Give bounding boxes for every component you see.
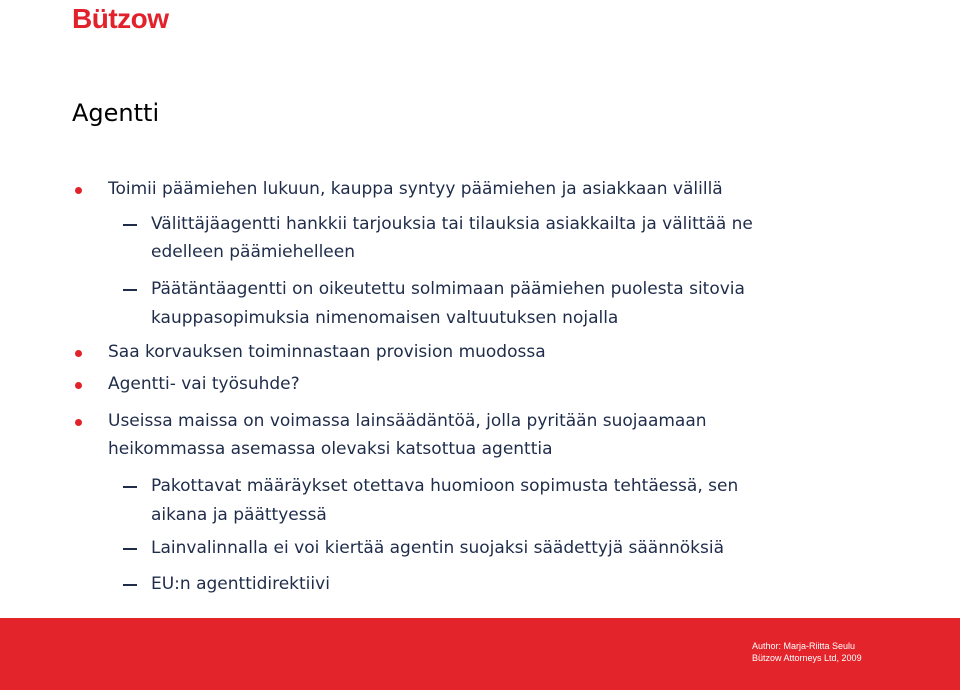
dash-icon (123, 548, 137, 550)
bullet-icon (75, 419, 82, 426)
dash-icon (123, 584, 137, 586)
sub-bullet-text: kauppasopimuksia nimenomaisen valtuutuksen nojalla (151, 308, 619, 328)
sub-bullet-text: Välittäjäagentti hankkii tarjouksia tai tilauksia asiakkailta ja välittää ne (151, 214, 753, 234)
slide-title: Agentti (72, 99, 160, 127)
sub-bullet-text: Päätäntäagentti on oikeutettu solmimaan päämiehen puolesta sitovia (151, 279, 745, 299)
bullet-text: Saa korvauksen toiminnastaan provision muodossa (108, 342, 546, 362)
footer-bar (0, 618, 960, 690)
bullet-text: Agentti- vai työsuhde? (108, 374, 300, 394)
bullet-text: Useissa maissa on voimassa lainsäädäntöä, jolla pyritään suojaamaan (108, 411, 707, 431)
footer-credits (752, 640, 862, 664)
dash-icon (123, 224, 137, 226)
bullet-icon (75, 382, 82, 389)
bullet-text: Toimii päämiehen lukuun, kauppa syntyy päämiehen ja asiakkaan välillä (108, 179, 723, 199)
footer-author: Author: Marja-Riitta Seulu (752, 641, 856, 651)
sub-bullet-text: aikana ja päättyessä (151, 505, 327, 525)
dash-icon (123, 486, 137, 488)
dash-icon (123, 289, 137, 291)
sub-bullet-text: edelleen päämiehelleen (151, 242, 355, 262)
bullet-icon (75, 187, 82, 194)
footer-copyright: Bützow Attorneys Ltd, 2009 (752, 653, 862, 663)
sub-bullet-text: Pakottavat määräykset otettava huomioon sopimusta tehtäessä, sen (151, 476, 739, 496)
sub-bullet-text: Lainvalinnalla ei voi kiertää agentin suojaksi säädettyjä säännöksiä (151, 538, 725, 558)
bullet-text: heikommassa asemassa olevaksi katsottua agenttia (108, 439, 553, 459)
sub-bullet-text: EU:n agenttidirektiivi (151, 574, 330, 594)
butzow-logo: Bützow (72, 3, 169, 34)
bullet-icon (75, 350, 82, 357)
